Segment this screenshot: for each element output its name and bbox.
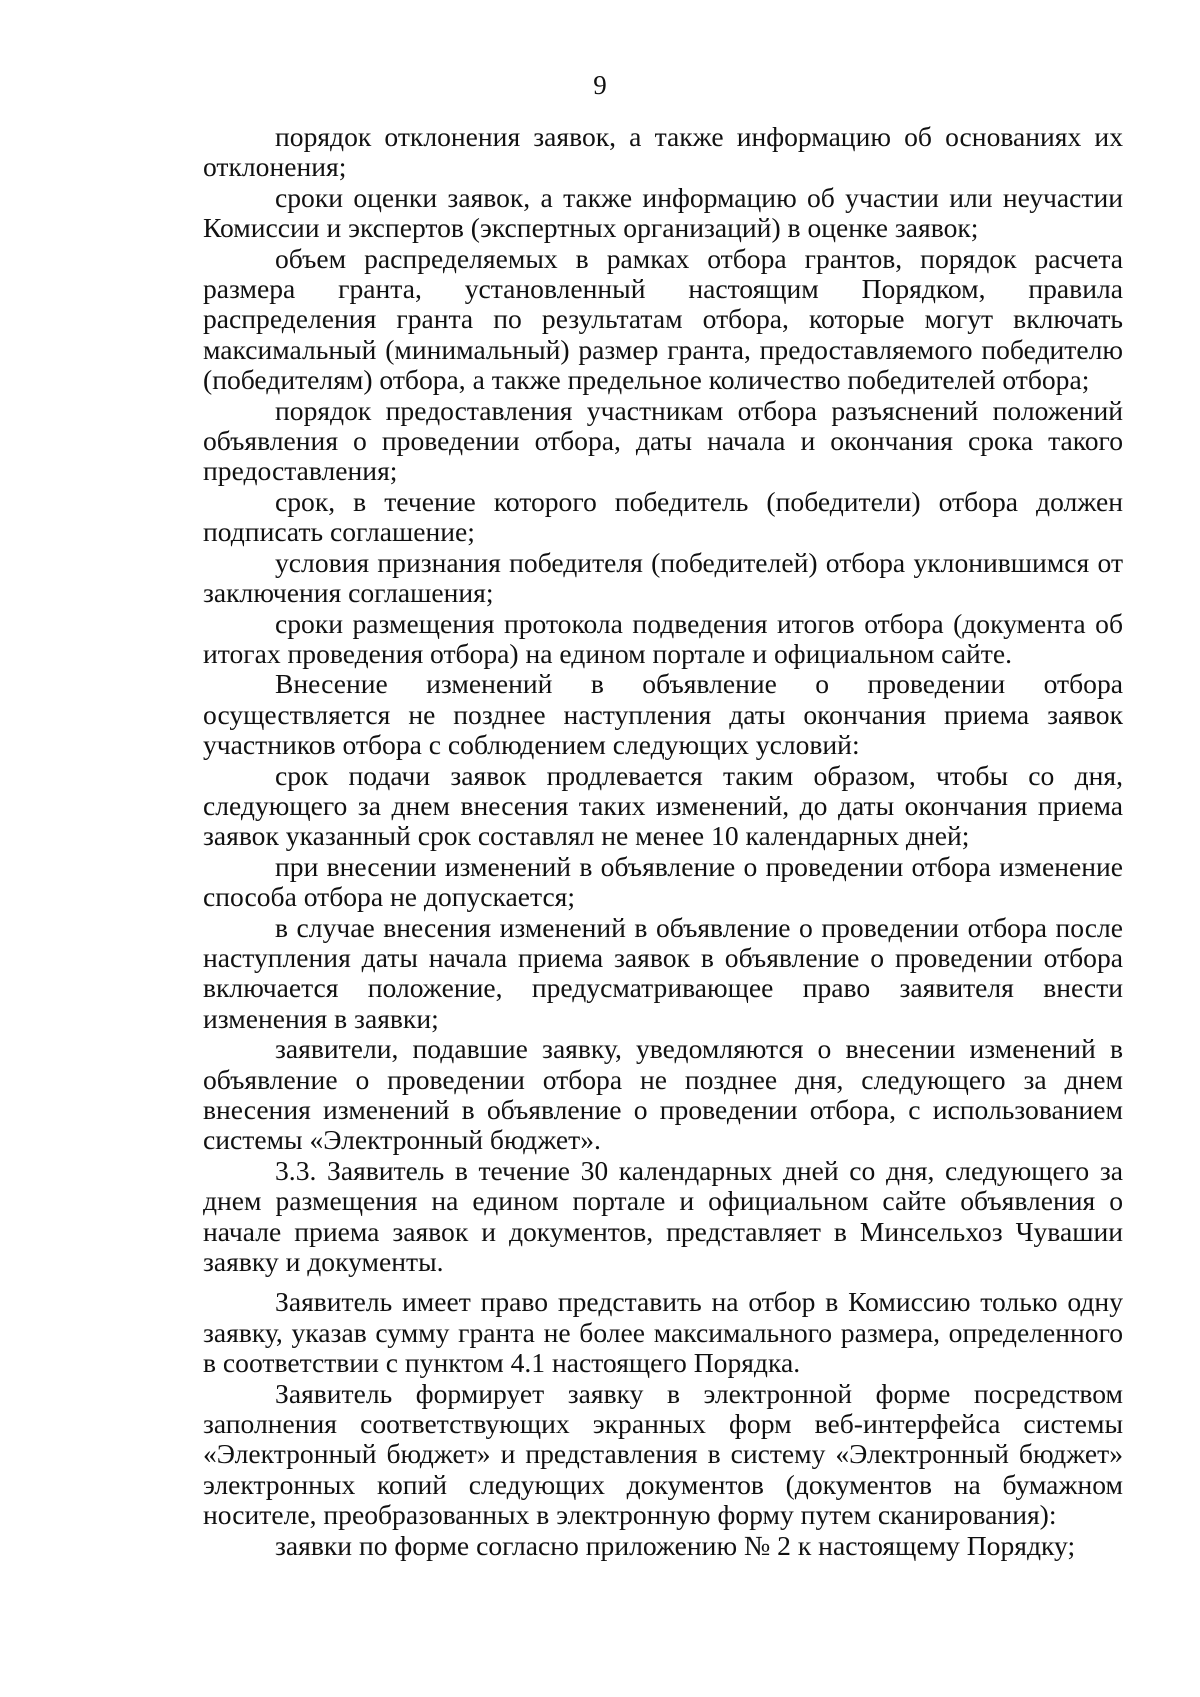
paragraph: в случае внесения изменений в объявление о проведении отбора после наступления даты начала приема заявок в объявление о проведении отбора включается положение, предусматривающее право заявителя внести изменения в заявки;: [203, 911, 1123, 1034]
paragraph: условия признания победителя (победителей) отбора уклонившимся от заключения соглашения;: [203, 546, 1123, 609]
document-body: [203, 122, 1123, 1561]
paragraph: Заявитель формирует заявку в электронной форме посредством заполнения соответствующих экранных форм веб-интерфейса системы «Электронный бюджет» и представления в систему «Электронный бюджет» электронных копий следующих документов (документов на бумажном носителе, преобразованных в электронную форму путем сканирования):: [203, 1377, 1123, 1531]
paragraph: сроки размещения протокола подведения итогов отбора (документа об итогах проведения отбора) на едином портале и официальном сайте.: [203, 607, 1123, 669]
page-number: 9: [593, 70, 607, 100]
paragraph: срок, в течение которого победитель (победители) отбора должен подписать соглашение;: [203, 485, 1123, 548]
paragraph: заявки по форме согласно приложению № 2 к настоящему Порядку;: [275, 1529, 1076, 1561]
paragraph: Внесение изменений в объявление о проведении отбора осуществляется не позднее наступления даты окончания приема заявок участников отбора с соблюдением следующих условий:: [203, 668, 1123, 761]
paragraph: заявители, подавшие заявку, уведомляются о внесении изменений в объявление о проведении отбора не позднее дня, следующего за днем внесения изменений в объявление о проведении отбора, с использованием системы «Электронный бюджет».: [203, 1033, 1123, 1156]
paragraph: порядок предоставления участникам отбора разъяснений положений объявления о проведении отбора, даты начала и окончания срока такого предоставления;: [203, 394, 1123, 487]
paragraph: 3.3. Заявитель в течение 30 календарных дней со дня, следующего за днем размещения на едином портале и официальном сайте объявления о начале приема заявок и документов, представляет в Минсельхоз Чувашии заявку и документы.: [203, 1154, 1123, 1278]
paragraph: сроки оценки заявок, а также информацию об участии или неучастии Комиссии и экспертов (экспертных организаций) в оценке заявок;: [203, 181, 1123, 244]
paragraph: Заявитель имеет право представить на отбор в Комиссию только одну заявку, указав сумму гранта не более максимального размера, определенного в соответствии с пунктом 4.1 настоящего Порядка.: [203, 1286, 1123, 1379]
paragraph: порядок отклонения заявок, а также информацию об основаниях их отклонения;: [203, 121, 1123, 183]
paragraph: срок подачи заявок продлевается таким образом, чтобы со дня, следующего за днем внесения таких изменений, до даты окончания приема заявок указанный срок составлял не менее 10 календарных дней;: [203, 759, 1123, 852]
paragraph: при внесении изменений в объявление о проведении отбора изменение способа отбора не допускается;: [203, 850, 1123, 913]
paragraph: объем распределяемых в рамках отбора грантов, порядок расчета размера гранта, установленный настоящим Порядком, правила распределения гранта по результатам отбора, которые могут включать максимальный (минимальный) размер гранта, предоставляемого победителю (победителям) отбора, а также предельное количество победителей отбора;: [203, 242, 1123, 396]
